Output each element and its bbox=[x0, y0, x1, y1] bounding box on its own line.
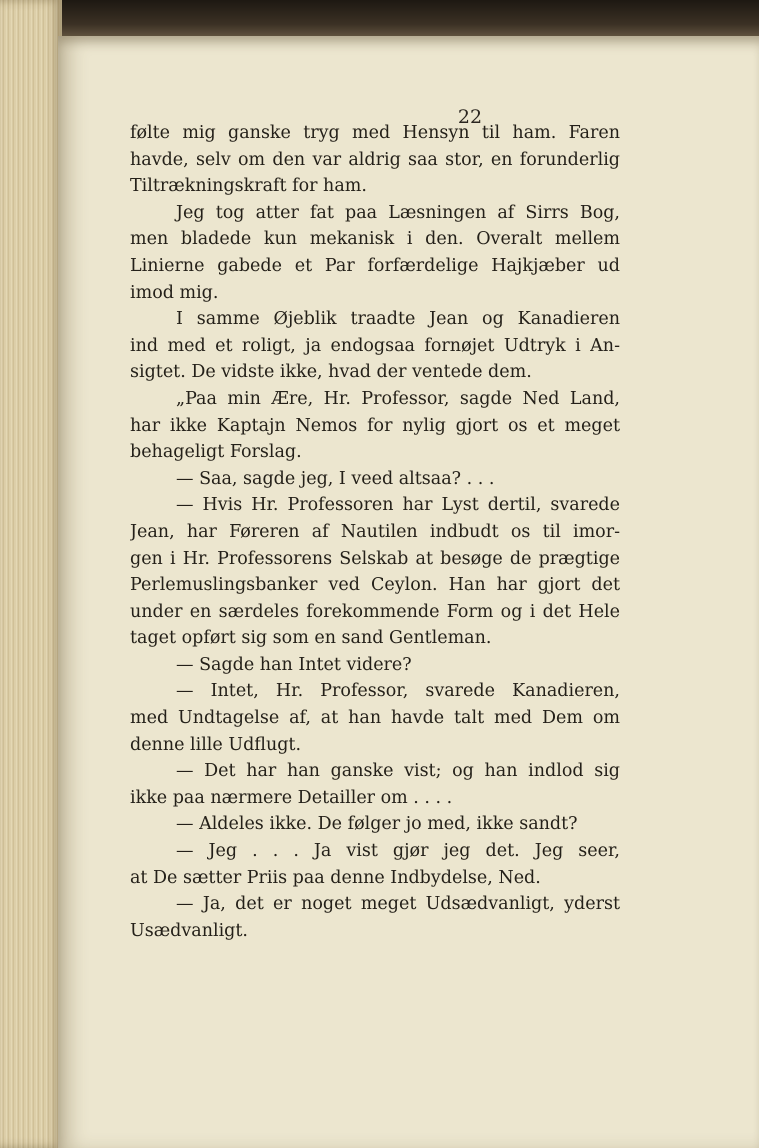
text-line: — Aldeles ikke. De følger jo med, ikke sandt? bbox=[176, 814, 578, 835]
text-line: I samme Øjeblik traadte Jean og Kanadieren bbox=[176, 309, 620, 330]
text-line: — Ja, det er noget meget Udsædvanligt, yderst bbox=[176, 894, 620, 915]
text-line: taget opført sig som en sand Gentleman. bbox=[130, 628, 492, 649]
page-number: 22 bbox=[457, 106, 483, 128]
text-line: Usædvanligt. bbox=[130, 920, 248, 941]
text-line: men bladede kun mekanisk i den. Overalt mellem bbox=[130, 229, 620, 250]
text-line: havde, selv om den var aldrig saa stor, en forunderlig bbox=[130, 149, 620, 170]
text-line: — Jeg . . . Ja vist gjør jeg det. Jeg seer, bbox=[176, 841, 620, 862]
text-line: Tiltrækningskraft for ham. bbox=[130, 176, 367, 197]
text-line: følte mig ganske tryg med Hensyn til ham. Faren bbox=[130, 123, 620, 143]
text-line: ikke paa nærmere Detailler om . . . . bbox=[130, 787, 453, 808]
body-text bbox=[130, 120, 620, 944]
text-line: sigtet. De vidste ikke, hvad der ventede dem. bbox=[130, 362, 532, 383]
text-line: — Det har han ganske vist; og han indlod sig bbox=[176, 761, 620, 782]
text-line: Jeg tog atter fat paa Læsningen af Sirrs Bog, bbox=[176, 202, 620, 223]
text-line: har ikke Kaptajn Nemos for nylig gjort os et meget bbox=[130, 415, 620, 436]
text-line: behageligt Forslag. bbox=[130, 442, 302, 463]
text-line: — Sagde han Intet videre? bbox=[176, 654, 412, 675]
page-stack-edge bbox=[0, 0, 62, 1148]
text-line: Jean, har Føreren af Nautilen indbudt os til imor- bbox=[130, 521, 620, 542]
text-line: under en særdeles forekommende Form og i det Hele bbox=[130, 601, 620, 622]
text-line: denne lille Udflugt. bbox=[130, 734, 302, 755]
text-line: „Paa min Ære, Hr. Professor, sagde Ned Land, bbox=[176, 388, 620, 409]
text-line: at De sætter Priis paa denne Indbydelse, Ned. bbox=[130, 867, 541, 888]
text-line: Linierne gabede et Par forfærdelige Hajkjæber ud bbox=[130, 255, 620, 276]
text-line: gen i Hr. Professorens Selskab at besøge de prægtige bbox=[130, 548, 620, 569]
text-line: — Saa, sagde jeg, I veed altsaa? . . . bbox=[176, 468, 495, 489]
text-line: Perlemuslingsbanker ved Ceylon. Han har gjort det bbox=[130, 575, 620, 596]
text-line: imod mig. bbox=[130, 282, 219, 303]
text-line: ind med et roligt, ja endogsaa fornøjet Udtryk i An- bbox=[130, 335, 620, 356]
book-cover-edge bbox=[0, 0, 759, 40]
text-line: — Intet, Hr. Professor, svarede Kanadieren, bbox=[176, 681, 620, 702]
text-line: — Hvis Hr. Professoren har Lyst dertil, svarede bbox=[176, 495, 620, 516]
text-line: med Undtagelse af, at han havde talt med Dem om bbox=[130, 708, 620, 729]
